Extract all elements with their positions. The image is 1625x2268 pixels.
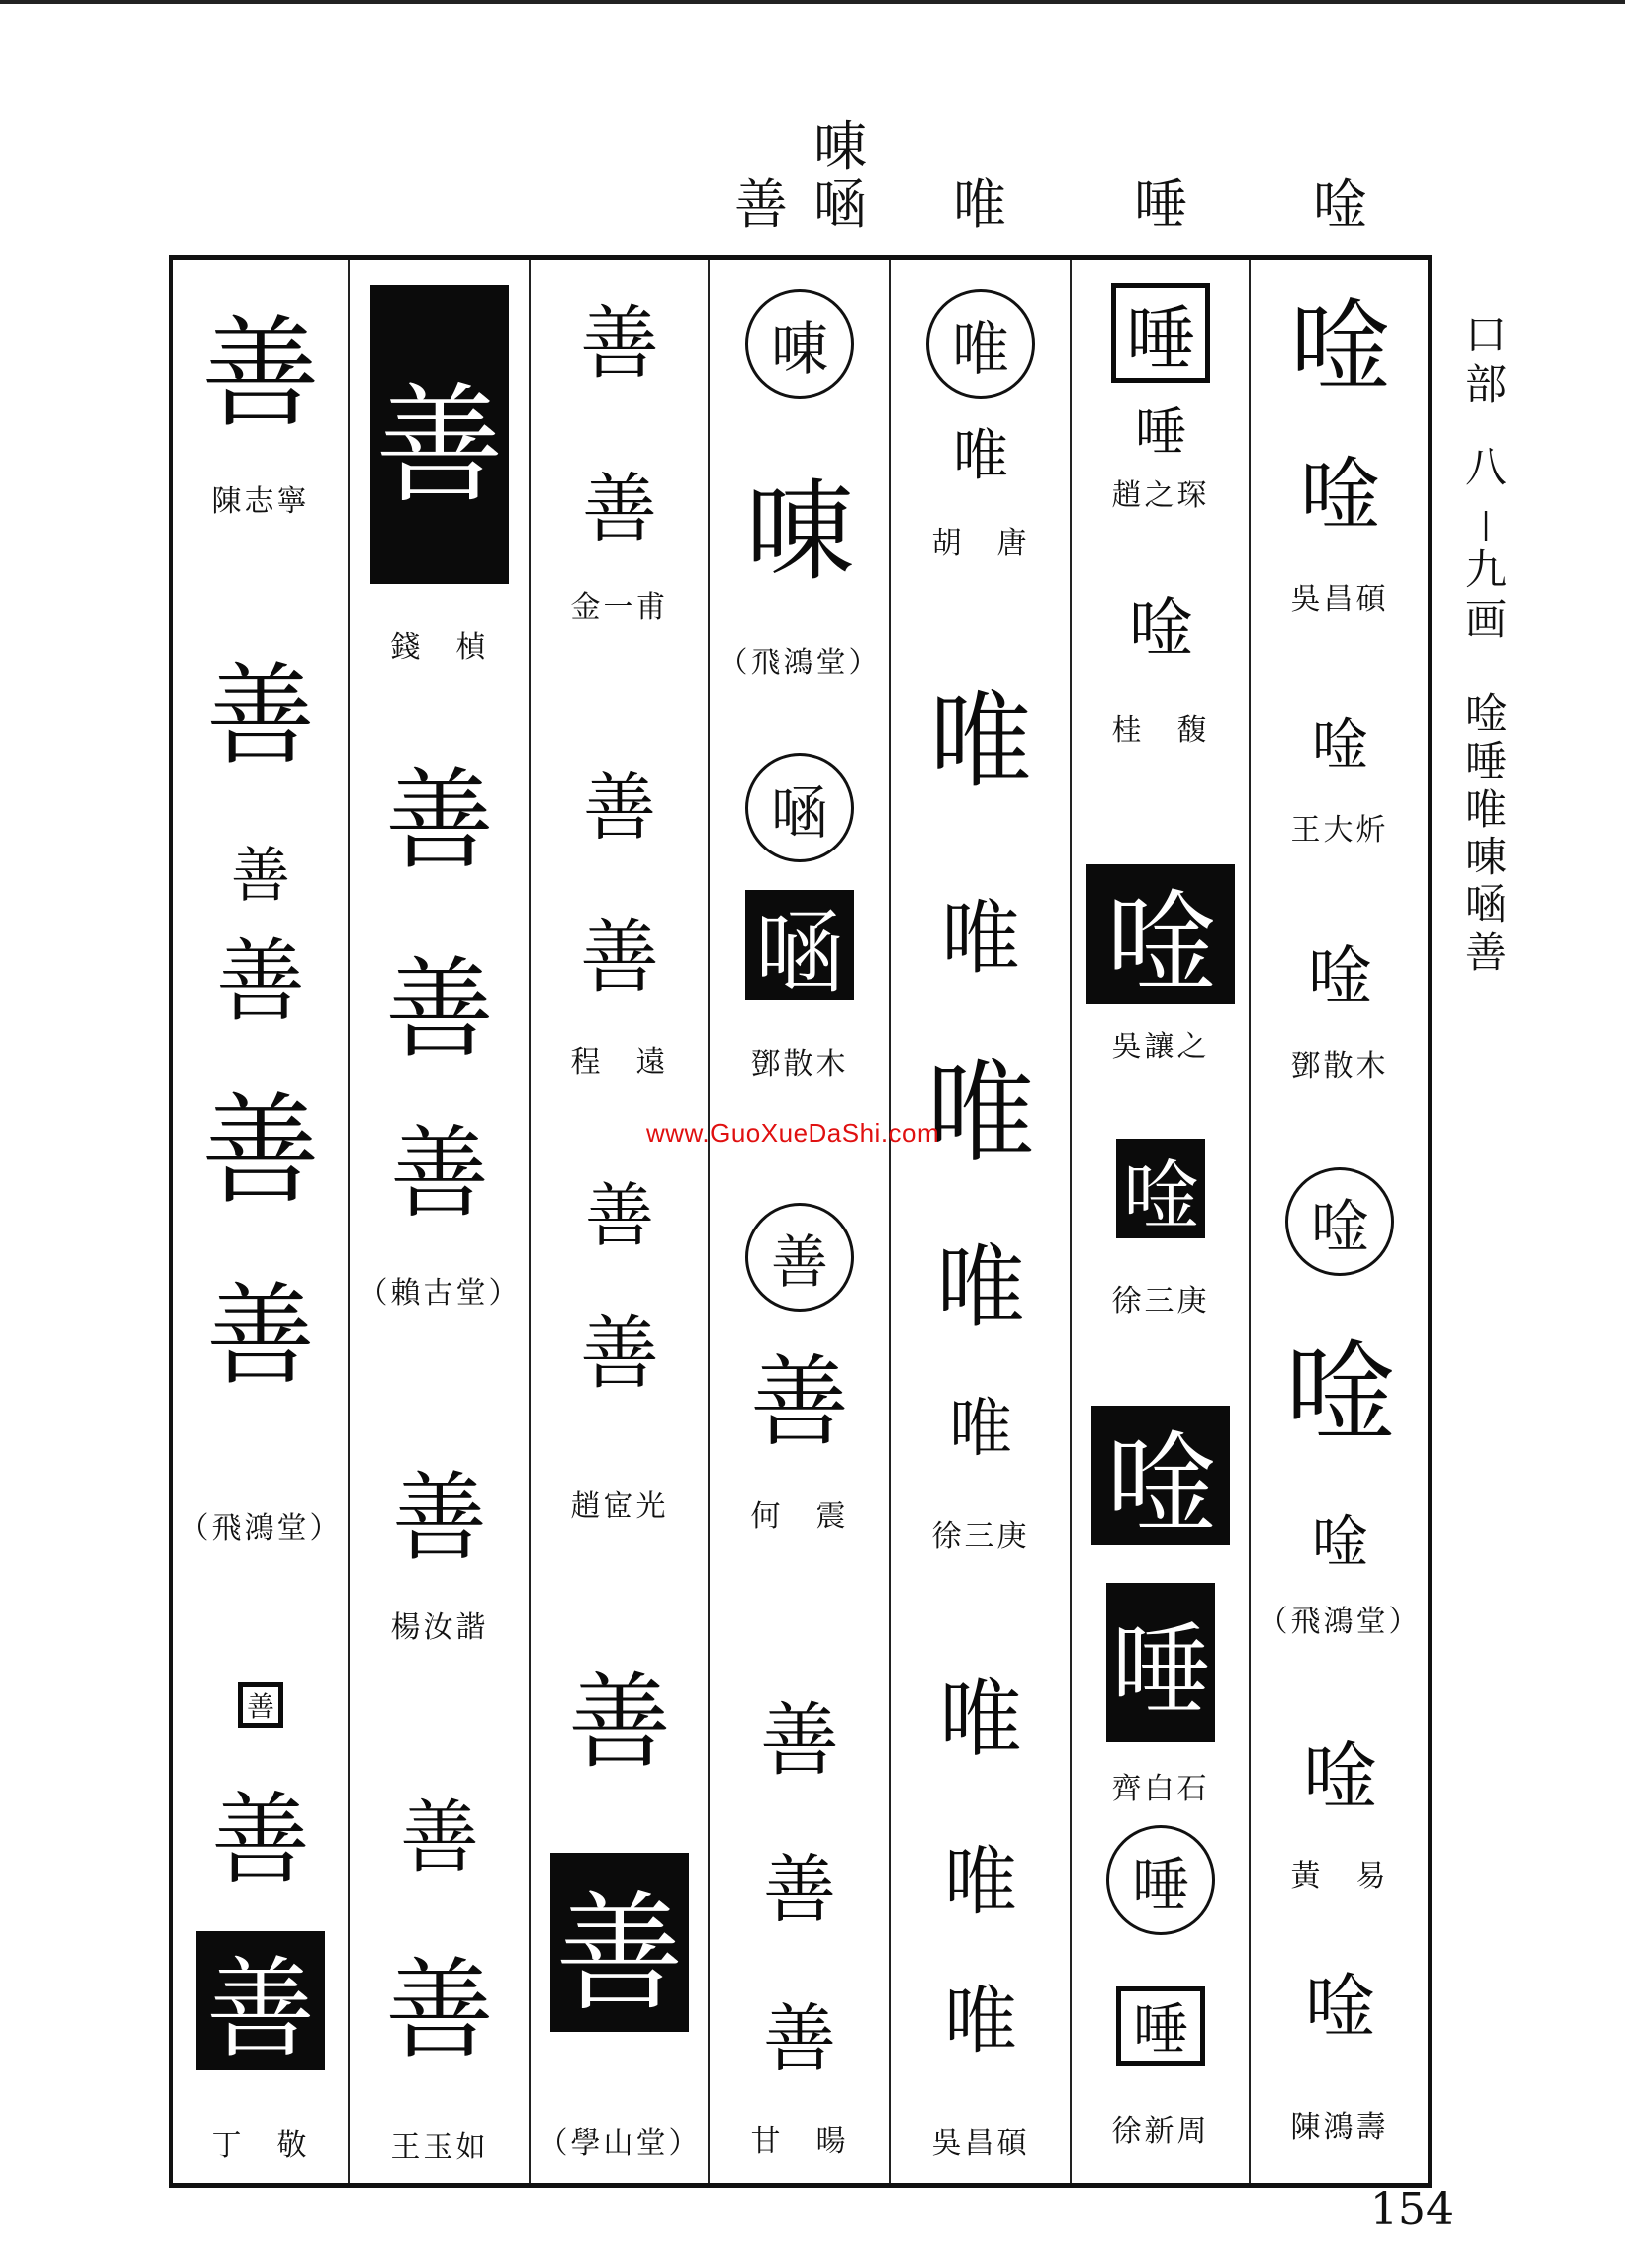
seal-impression: 唾 [1072, 1583, 1249, 1742]
side-stroke-nine: 九画 [1464, 545, 1507, 644]
seal-artist-label: 陳志寧 [211, 484, 310, 519]
seal-artist-label: 徐三庚 [931, 1519, 1030, 1554]
seal-artist-label: 徐新周 [1111, 2114, 1210, 2149]
seal-table [169, 255, 1432, 2188]
side-dash: | [1480, 507, 1492, 542]
seal-artist-label: （飛鴻堂） [717, 646, 882, 680]
page-top-rule [0, 0, 1625, 4]
seal-artist-label: 趙之琛 [1111, 478, 1210, 513]
seal-impression: 善 [390, 1115, 489, 1231]
seal-impression: 唯 [936, 1235, 1025, 1340]
column-5 [891, 260, 1070, 2183]
seal-impression: 唯 [926, 1049, 1035, 1177]
column-3 [531, 260, 708, 2183]
seal-artist-label: 王玉如 [390, 2130, 489, 2165]
character-circle: 唾 [1072, 1825, 1249, 1935]
seal-impression: 善 [763, 1847, 836, 1933]
header-char-tuo: 唾 [1134, 173, 1187, 236]
seal-impression: 善 [580, 296, 659, 390]
seal-artist-label: 楊汝諧 [390, 1610, 489, 1645]
seal-impression: 唫 [1072, 1139, 1249, 1238]
seal-impression: 善 [173, 1682, 348, 1728]
column-1 [173, 260, 348, 2183]
seal-impression: 善 [583, 765, 656, 850]
seal-impression: 唫 [1285, 1329, 1394, 1456]
seal-artist-label: 甘 暘 [750, 2124, 849, 2159]
seal-impression: 唫 [1303, 1734, 1376, 1819]
seal-impression: 唫 [1308, 940, 1371, 1014]
character-circle: 㖦 [710, 289, 889, 399]
seal-artist-label: 吳昌碩 [931, 2126, 1030, 2161]
seal-impression: 善 [392, 1461, 487, 1574]
seal-impression: 善 [760, 1693, 839, 1787]
seal-impression: 善 [231, 842, 290, 911]
page-number: 154 [1370, 2184, 1454, 2235]
character-circle: 唯 [891, 289, 1070, 399]
seal-impression: 善 [201, 305, 320, 444]
seal-impression: 唯 [928, 680, 1032, 802]
seal-impression: 善 [385, 1947, 494, 2074]
seal-impression: 唾 [1134, 402, 1186, 463]
seal-impression: 唯 [953, 424, 1008, 488]
seal-artist-label: 黃 易 [1290, 1859, 1389, 1894]
seal-impression: 善 [400, 1791, 479, 1884]
seal-impression: 唫 [1312, 1510, 1367, 1575]
seal-impression: 善 [750, 1344, 849, 1460]
seal-impression: 善 [385, 757, 494, 884]
watermark-url: www.GuoXueDaShi.com [646, 1118, 940, 1148]
character-circle: 唫 [1251, 1167, 1428, 1276]
seal-impression: 唫 [1072, 864, 1249, 1004]
seal-artist-label: 金一甫 [570, 590, 669, 625]
seal-artist-label: 王大炘 [1290, 813, 1389, 848]
seal-impression: 唫 [1072, 1406, 1249, 1545]
seal-impression: 㖤 [710, 890, 889, 1000]
seal-artist-label: （賴古堂） [357, 1276, 522, 1311]
seal-artist-label: 齊白石 [1111, 1772, 1210, 1806]
seal-artist-label: 程 遠 [570, 1045, 669, 1080]
table-border-right [1428, 260, 1432, 2183]
seal-impression: 唫 [1290, 288, 1389, 405]
seal-impression: 唫 [1129, 592, 1192, 665]
seal-artist-label: （學山堂） [537, 2126, 702, 2161]
seal-artist-label: 徐三庚 [1111, 1284, 1210, 1319]
header-char-shan: 善 [734, 173, 788, 236]
header-char-jin: 唫 [1313, 173, 1366, 236]
side-radical: 口部 [1464, 310, 1507, 409]
seal-impression: 㖦 [745, 469, 854, 596]
seal-impression: 善 [567, 1661, 671, 1783]
side-stroke-eight: 八 [1464, 443, 1507, 491]
seal-artist-label: 吳讓之 [1111, 1030, 1210, 1064]
seal-impression: 善 [201, 1082, 320, 1221]
seal-impression: 善 [206, 1272, 315, 1400]
seal-impression: 善 [580, 910, 659, 1004]
seal-impression: 善 [211, 1782, 310, 1898]
seal-artist-label: 桂 馥 [1111, 713, 1210, 748]
seal-impression: 善 [385, 946, 494, 1073]
seal-impression: 善 [206, 653, 315, 780]
seal-artist-label: 何 震 [750, 1499, 849, 1534]
seal-impression: 唫 [1300, 448, 1379, 541]
seal-artist-label: 鄧散木 [1290, 1049, 1389, 1084]
seal-impression: 唯 [941, 891, 1020, 985]
column-6 [1072, 260, 1249, 2183]
column-2 [350, 260, 529, 2183]
header-char-han: 㖤 [813, 173, 867, 236]
seal-impression: 唾 [1072, 284, 1249, 383]
seal-artist-label: 錢 楨 [390, 630, 489, 664]
seal-artist-label: 陳鴻壽 [1290, 2110, 1389, 2145]
seal-impression: 唯 [949, 1393, 1012, 1466]
seal-impression: 善 [582, 464, 657, 553]
seal-impression: 善 [585, 1174, 654, 1256]
seal-impression: 善 [531, 1853, 708, 2032]
seal-artist-label: 趙宧光 [570, 1489, 669, 1524]
character-circle: 㖤 [710, 753, 889, 862]
seal-impression: 唯 [944, 1979, 1017, 2064]
seal-impression: 唫 [1305, 1965, 1374, 2047]
seal-artist-label: （飛鴻堂） [178, 1511, 343, 1546]
seal-impression: 唯 [944, 1839, 1017, 1925]
seal-impression: 善 [350, 285, 529, 584]
seal-impression: 善 [173, 1931, 348, 2070]
side-char-list: 唫 唾 唯 㖦 㖤 善 [1464, 689, 1507, 977]
header-char-wei: 唯 [953, 173, 1006, 236]
column-7 [1251, 260, 1428, 2183]
column-4 [710, 260, 889, 2183]
seal-impression: 善 [763, 1996, 836, 2082]
seal-artist-label: 丁 敬 [211, 2128, 310, 2163]
seal-artist-label: （飛鴻堂） [1257, 1605, 1422, 1639]
header-char-top: 㖦 [813, 115, 867, 178]
character-circle: 善 [710, 1203, 889, 1312]
seal-impression: 善 [580, 1306, 659, 1400]
seal-artist-label: 吳昌碩 [1290, 582, 1389, 617]
seal-impression: 唾 [1072, 1986, 1249, 2066]
seal-impression: 唯 [938, 1669, 1022, 1768]
seal-impression: 善 [216, 929, 305, 1034]
seal-artist-label: 胡 唐 [931, 526, 1030, 561]
seal-artist-label: 鄧散木 [750, 1047, 849, 1082]
seal-impression: 唫 [1312, 713, 1367, 778]
